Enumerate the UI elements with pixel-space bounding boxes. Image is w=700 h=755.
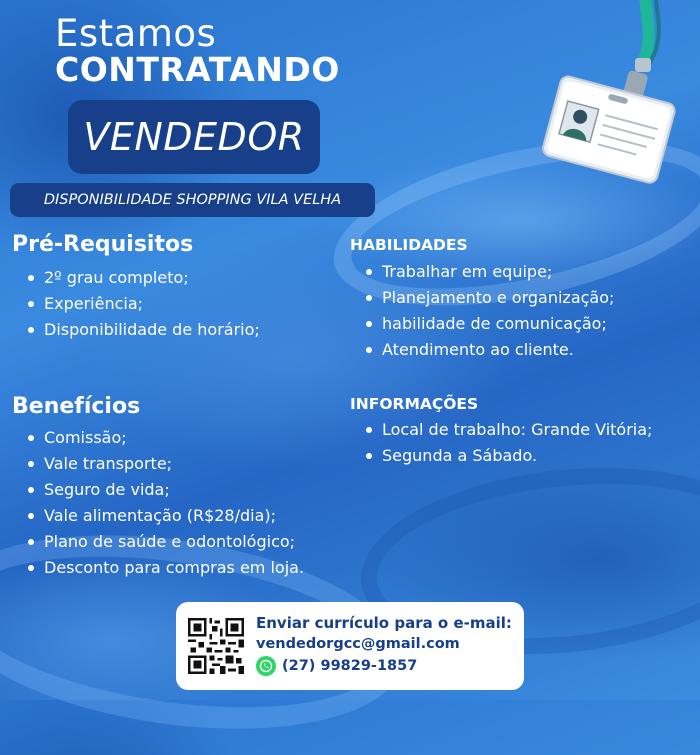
contact-phone-row	[256, 656, 417, 676]
role-banner	[68, 100, 320, 174]
contact-label: Enviar currículo para o e-mail:	[256, 614, 512, 632]
list-item: Comissão;	[24, 425, 304, 451]
skills-list	[362, 259, 614, 363]
contact-card	[176, 602, 524, 690]
prerequisites-heading: Pré-Requisitos	[12, 232, 194, 257]
list-item: Segunda a Sábado.	[362, 443, 652, 469]
list-item: 2º grau completo;	[24, 265, 260, 291]
qr-code-icon[interactable]	[188, 618, 244, 674]
list-item: Plano de saúde e odontológico;	[24, 529, 304, 555]
title-line-2: CONTRATANDO	[55, 50, 340, 89]
list-item: Planejamento e organização;	[362, 285, 614, 311]
title-line-1: Estamos	[55, 12, 217, 55]
list-item: Desconto para compras em loja.	[24, 555, 304, 581]
benefits-list	[24, 425, 304, 581]
prerequisites-list	[24, 265, 260, 343]
skills-heading: HABILIDADES	[350, 236, 468, 254]
info-heading: INFORMAÇÕES	[350, 395, 479, 413]
list-item: Local de trabalho: Grande Vitória;	[362, 417, 652, 443]
list-item: Vale alimentação (R$28/dia);	[24, 503, 304, 529]
availability-banner	[10, 183, 375, 217]
list-item: Disponibilidade de horário;	[24, 317, 260, 343]
id-badge-icon	[535, 0, 695, 200]
whatsapp-icon	[256, 656, 276, 676]
role-title: VENDEDOR	[83, 115, 305, 159]
list-item: Experiência;	[24, 291, 260, 317]
availability-text: DISPONIBILIDADE SHOPPING VILA VELHA	[43, 192, 342, 208]
list-item: Atendimento ao cliente.	[362, 337, 614, 363]
list-item: Seguro de vida;	[24, 477, 304, 503]
list-item: Vale transporte;	[24, 451, 304, 477]
list-item: habilidade de comunicação;	[362, 311, 614, 337]
info-list	[362, 417, 652, 469]
contact-phone[interactable]: (27) 99829-1857	[282, 658, 418, 674]
contact-email[interactable]: vendedorgcc@gmail.com	[256, 636, 460, 652]
list-item: Trabalhar em equipe;	[362, 259, 614, 285]
benefits-heading: Benefícios	[12, 394, 141, 419]
